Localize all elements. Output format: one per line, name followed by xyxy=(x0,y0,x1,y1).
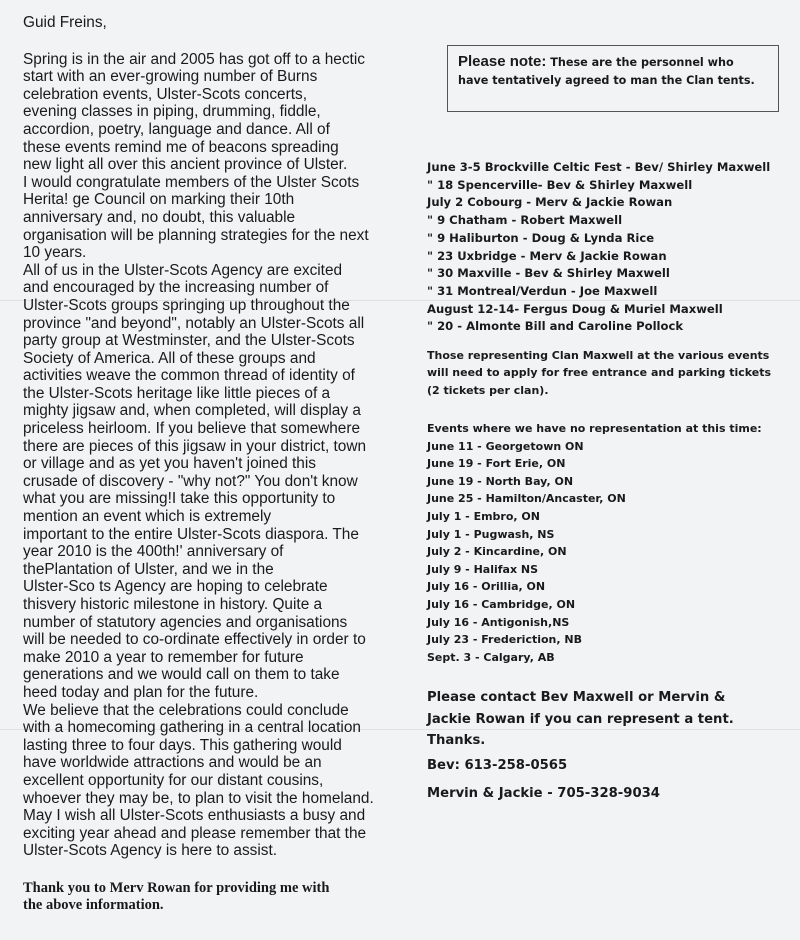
ticket-requirement xyxy=(427,347,771,399)
requirement-line: will need to apply for free entrance and parking tickets xyxy=(427,366,772,380)
letter-line: lasting three to four days. This gathering would xyxy=(23,736,342,754)
unrepresented-event: June 19 - North Bay, ON xyxy=(427,474,574,488)
letter-line: thisvery historic milestone in history. Quite a xyxy=(23,596,323,613)
letter-line: the Ulster-Scots heritage like little pieces of a xyxy=(23,384,331,402)
letter-line: and encouraged by the increasing number of xyxy=(23,279,329,297)
unrepresented-event: June 25 - Hamilton/Ancaster, ON xyxy=(427,492,626,506)
unrepresented-event: July 1 - Pugwash, NS xyxy=(427,527,555,541)
greeting: Guid Freins, xyxy=(23,14,107,31)
contact-line: Please contact Bev Maxwell or Mervin & xyxy=(427,690,726,705)
letter-line: make 2010 a year to remember for future xyxy=(23,648,304,666)
unrepresented-heading: Events where we have no representation at this time: xyxy=(427,422,762,435)
letter-line: year 2010 is the 400th!' anniversary of xyxy=(23,543,284,561)
requirement-line: (2 tickets per clan). xyxy=(427,383,549,397)
letter-line: crusade of discovery - "why not?" You don't know xyxy=(23,472,358,490)
letter-line: Ulster-Scots Agency is here to assist. xyxy=(23,842,278,860)
letter-line: these events remind me of beacons spreading xyxy=(23,138,339,156)
letter-line: May I wish all Ulster-Scots enthusiasts a busy and xyxy=(23,807,366,825)
letter-line: priceless heirloom. If you believe that somewhere xyxy=(23,420,361,438)
letter-line: province "and beyond", notably an Ulster-Scots all xyxy=(23,314,365,332)
schedule-item: " 30 Maxville - Bev & Shirley Maxwell xyxy=(427,266,670,281)
letter-line: exciting year ahead and please remember that the xyxy=(23,824,367,842)
letter-line: Herita! ge Council on marking their 10th xyxy=(23,191,295,209)
schedule-item: June 3-5 Brockville Celtic Fest - Bev/ Shirley Maxwell xyxy=(427,160,771,174)
letter-line: Society of America. All of these groups and xyxy=(23,349,316,367)
unrepresented-event: July 16 - Orillia, ON xyxy=(427,580,546,594)
letter-line: We believe that the celebrations could conclude xyxy=(23,701,349,719)
letter-line: anniversary and, no doubt, this valuable xyxy=(23,208,296,226)
contact-line: Thanks. xyxy=(427,733,486,748)
letter-line: with a homecoming gathering in a central location xyxy=(23,719,361,737)
letter-line: All of us in the Ulster-Scots Agency are excited xyxy=(23,261,343,279)
letter-line: whoever they may be, to plan to visit the homeland. xyxy=(23,789,374,807)
letter-line: or village and as yet you haven't joined this xyxy=(23,455,316,473)
letter-line: accordion, poetry, language and dance. All of xyxy=(23,120,330,138)
letter-line: I would congratulate members of the Ulster Scots xyxy=(23,173,360,191)
letter-line: new light all over this ancient province of Ulster. xyxy=(23,156,348,174)
tent-schedule xyxy=(427,159,770,336)
thanks-note xyxy=(23,880,413,915)
letter-line: Ulster-Sco ts Agency are hoping to celebrate xyxy=(23,578,328,596)
unrepresented-event: July 16 - Antigonish,NS xyxy=(427,615,570,629)
thanks-line: Thank you to Merv Rowan for providing me with xyxy=(23,879,330,896)
schedule-item: July 2 Cobourg - Merv & Jackie Rowan xyxy=(427,195,673,210)
letter-line: number of statutory agencies and organisations xyxy=(23,613,348,631)
please-note-box xyxy=(447,45,779,112)
unrepresented-event: July 16 - Cambridge, ON xyxy=(427,597,576,611)
bev-phone: Bev: 613-258-0565 xyxy=(427,758,568,773)
unrepresented-event: June 19 - Fort Erie, ON xyxy=(427,457,566,471)
schedule-item: " 9 Haliburton - Doug & Lynda Rice xyxy=(427,230,655,245)
letter-body xyxy=(23,51,413,860)
letter-line: generations and we would call on them to take xyxy=(23,666,340,684)
schedule-item: " 20 - Almonte Bill and Caroline Pollock xyxy=(427,319,684,334)
letter-line: will be needed to co-ordinate effectively in order to xyxy=(23,631,366,649)
letter-line: important to the entire Ulster-Scots diaspora. The xyxy=(23,525,359,543)
letter-line: organisation will be planning strategies for the next xyxy=(23,226,369,244)
unrepresented-event: July 9 - Halifax NS xyxy=(427,562,539,576)
schedule-item: " 31 Montreal/Verdun - Joe Maxwell xyxy=(427,283,658,298)
letter-line: what you are missing!I take this opportunity to xyxy=(23,490,336,508)
letter-line: evening classes in piping, drumming, fiddle, xyxy=(23,103,321,121)
letter-line: Ulster-Scots groups springing up throughout the xyxy=(23,296,350,314)
contact-request xyxy=(427,687,734,752)
letter-line: celebration events, Ulster-Scots concerts, xyxy=(23,85,307,103)
unrepresented-event: July 2 - Kincardine, ON xyxy=(427,545,567,559)
schedule-item: " 18 Spencerville- Bev & Shirley Maxwell xyxy=(427,177,693,192)
letter-line: mighty jigsaw and, when completed, will display a xyxy=(23,402,361,420)
letter-line: 10 years. xyxy=(23,244,87,262)
unrepresented-event: June 11 - Georgetown ON xyxy=(427,439,584,453)
mervin-jackie-phone: Mervin & Jackie - 705-328-9034 xyxy=(427,786,660,801)
letter-line: there are pieces of this jigsaw in your district, town xyxy=(23,437,367,455)
letter-line: activities weave the common thread of identity of xyxy=(23,367,355,385)
note-label: Please note: xyxy=(458,53,547,70)
letter-line: mention an event which is extremely xyxy=(23,508,272,526)
thanks-line: the above information. xyxy=(23,897,164,914)
requirement-line: Those representing Clan Maxwell at the various events xyxy=(427,349,770,362)
contact-line: Jackie Rowan if you can represent a tent. xyxy=(427,711,734,727)
schedule-item: " 9 Chatham - Robert Maxwell xyxy=(427,213,623,228)
unrepresented-events xyxy=(427,420,762,666)
letter-line: Spring is in the air and 2005 has got off to a hectic xyxy=(23,50,365,68)
letter-line: have worldwide attractions and would be an xyxy=(23,754,322,772)
schedule-item: " 23 Uxbridge - Merv & Jackie Rowan xyxy=(427,248,667,263)
letter-column xyxy=(23,14,413,915)
schedule-item: August 12-14- Fergus Doug & Muriel Maxwell xyxy=(427,301,723,316)
unrepresented-event: Sept. 3 - Calgary, AB xyxy=(427,650,555,664)
note-text: These are the personnel who xyxy=(550,56,734,69)
letter-line: excellent opportunity for our distant cousins, xyxy=(23,771,324,789)
letter-line: thePlantation of Ulster, and we in the xyxy=(23,560,274,578)
unrepresented-event: July 1 - Embro, ON xyxy=(427,509,540,523)
unrepresented-event: July 23 - Frederiction, NB xyxy=(427,633,582,647)
note-text: have tentatively agreed to man the Clan tents. xyxy=(458,74,755,87)
letter-line: start with an ever-growing number of Burns xyxy=(23,68,318,86)
letter-line: heed today and plan for the future. xyxy=(23,683,259,701)
letter-line: party group at Westminster, and the Ulster-Scots xyxy=(23,332,355,350)
